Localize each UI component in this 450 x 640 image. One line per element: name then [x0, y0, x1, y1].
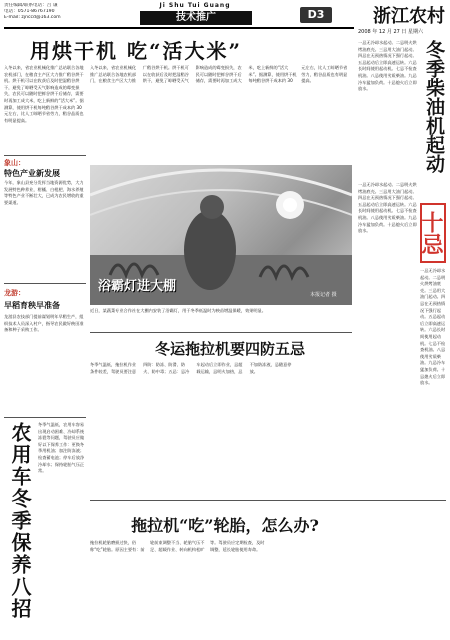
- region-label-xiangshan: 象山：: [4, 159, 25, 167]
- phone-line: 电话：0571-86767190: [4, 9, 55, 14]
- divider: [90, 500, 446, 501]
- main-article-body: 入冬以来，省农业机械化推广总站联合各地农机部门，在粮食主产区大力推广稻谷烘干机。烘干机可以在收获后及时把湿稻谷烘干，避免了晾晒受天气影响造成的霉变损失，农民可以随时把鲜谷烘干后储存，需要时再加工成大米，吃上新鲜的“活大米”。据测算，使用烘干机每吨稻谷烘干成本约 30 元左右，比人工晾晒节省劳力，稻谷品质也有明显提高。: [90, 65, 348, 84]
- main-headline: 用烘干机 吃“活大米”: [30, 39, 242, 63]
- article-body-xiangshan: 今年，象山县充分发挥当地资源优势，大力发展特色种养业，柑橘、白枇杷、海水养殖等特色产业不断壮大，已成为农民增收的重要渠道。: [4, 180, 84, 205]
- left-intro: [4, 65, 86, 151]
- pinyin-title: Ji Shu Tui Guang: [159, 2, 231, 9]
- divider: [4, 283, 86, 284]
- header-rule: [4, 27, 354, 29]
- article3-body: 拖拉机轮胎磨损过快，俗称“吃”轮胎。原因主要有：前轮前束调整不当、轮胎气压不足、超载作业、转向机构松旷等。驾驶员应定期检查，及时调整，延长轮胎使用寿命。: [90, 540, 265, 552]
- photo-note: 近日，某蔬菜专业合作社在大棚内安装了浴霸灯，用于冬季低温时为秧苗增温保暖，效果明显。: [90, 308, 266, 313]
- right-intro-body: 一忌无冷却水起动。二忌明火烘烤油底壳。三忌用大油门起动。四忌在无预热情况下强行起动。五忌起动后立即高速运转。六忌长时间使用起动机。七忌不检查机油。八忌使用劣质柴油。九忌冷车猛加负荷。十忌熄火后立即放水。: [358, 40, 417, 92]
- left-intro-body: 入冬以来，省农业机械化推广总站联合各地农机部门，在粮食主产区大力推广稻谷烘干机。烘干机可以在收获后及时把湿稻谷烘干，避免了晾晒受天气影响造成的霉变损失，农民可以随时把鲜谷烘干后储存，需要时再加工成大米，吃上新鲜的“活大米”。据测算，使用烘干机每吨稻谷烘干成本约 30 元左右，比人工晾晒节省劳力，稻谷品质也有明显提高。: [4, 65, 84, 123]
- tractor-care-body: 冬季气温低，农用车容易出现启动困难、冷却系统冻裂等问题，驾驶员应做好以下保养工作：更换冬季用机油；加注防冻液；检查蓄电池；停车后放净冷却水；保持轮胎气压正常。: [38, 422, 85, 474]
- email-line: E-mail: zjnccd@163.com: [4, 15, 61, 20]
- ten-taboos-stamp: 十忌: [420, 203, 446, 263]
- divider: [4, 155, 86, 156]
- article3-headline: 拖拉机“吃”轮胎，怎么办?: [131, 516, 319, 535]
- article-title-xiangshan: 特色产业新发展: [4, 169, 60, 178]
- region-label-longyou: 龙游：: [4, 289, 25, 297]
- right-body-narrow: 一忌无冷却水起动。二忌明火烘烤油底壳。三忌用大油门起动。四忌在无预热情况下强行起动。五忌起动后立即高速运转。六忌长时间使用起动机。七忌不检查机油。八忌使用劣质柴油。九忌冷车猛加负荷。十忌熄火后立即放水。: [420, 268, 446, 386]
- vertical-title-tractor-care: 农用车冬季保养八招: [8, 422, 32, 620]
- masthead-info: [4, 3, 134, 21]
- editor-line: 责任编辑/联系电话：吕 谦: [4, 3, 58, 8]
- divider: [4, 417, 86, 418]
- vertical-title-diesel: 冬季柴油机起动: [423, 40, 445, 173]
- article-body-longyou: 龙游县农技部门提前谋划明年早稻生产，组织技术人员深入村户，指导农民做好秧田准备和种子采购工作。: [4, 314, 84, 333]
- section-banner: 技术推广: [140, 11, 252, 25]
- greenhouse-photo: [90, 165, 352, 305]
- article2-body: 冬季气温低，拖拉机作业条件较差，驾驶员要注意四防：防冻、防滑、防火、防中毒；五忌：忌冷车起动后立即作业，忌超载运输，忌明火加热，忌不加防冻液，忌随意停放。: [90, 362, 292, 374]
- paper-name: 浙江农村: [373, 6, 445, 27]
- page-number-badge: D3: [300, 7, 332, 23]
- right-body-continued: 一忌无冷却水起动。二忌明火烘烤油底壳。三忌用大油门起动。四忌在无预热情况下强行起动。五忌起动后立即高速运转。六忌长时间使用起动机。七忌不检查机油。八忌使用劣质柴油。九忌冷车猛加负荷。十忌熄火后立即放水。: [358, 182, 417, 234]
- issue-date: 2008 年 12 月 27 日 星期六: [358, 29, 423, 35]
- photo-caption: 浴霸灯进大棚: [98, 279, 177, 294]
- photo-credit: 本报记者 摄: [310, 292, 337, 298]
- divider: [90, 332, 352, 333]
- article-title-longyou: 早稻育秧早准备: [4, 301, 60, 310]
- article2-headline: 冬运拖拉机要四防五忌: [154, 340, 305, 358]
